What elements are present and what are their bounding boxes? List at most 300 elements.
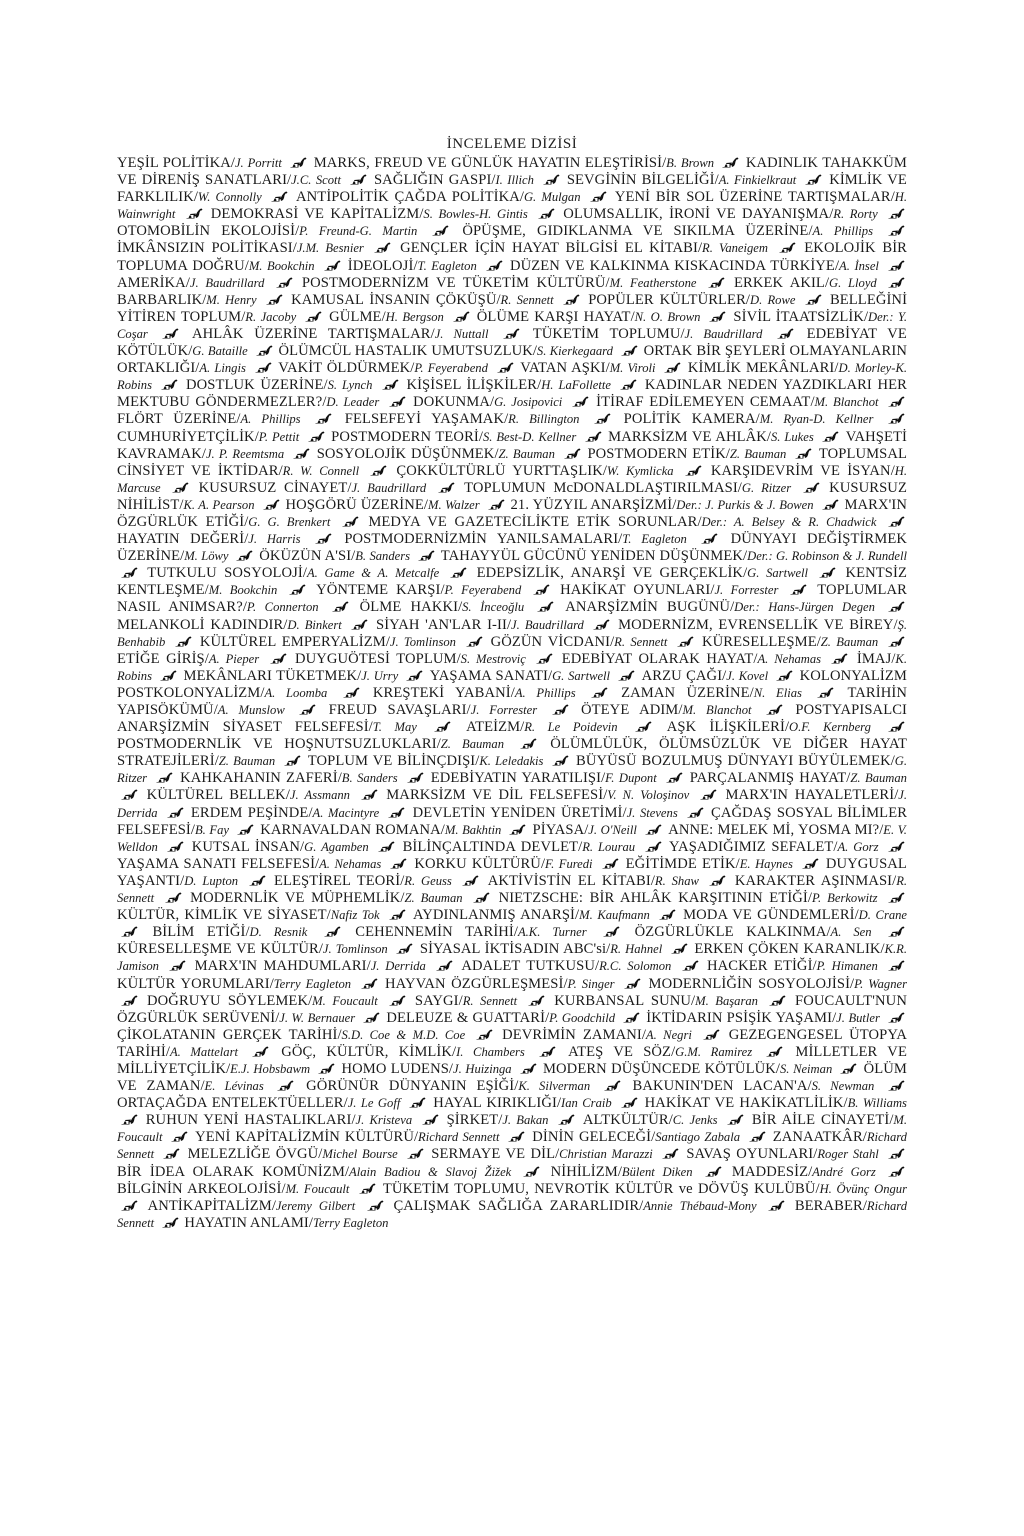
book-title: SERMAYE VE DİL: [431, 1146, 556, 1163]
book-author: M. Bakhtin: [444, 822, 502, 837]
book-author: E. Lévinas: [204, 1079, 264, 1094]
book-author: G. Josipovici: [494, 395, 563, 410]
book-title: HAYAL KIRIKLIĞI: [433, 1095, 557, 1112]
book-entry: POSTYAPISALCI ANARŞİZMİN SİYASET FELSEFESİ/T. May: [117, 702, 907, 736]
book-entry: DEVRİMİN ZAMANI/A. Negri: [502, 1026, 692, 1043]
dinosaur-icon: [160, 670, 177, 681]
book-title: GÖRÜNÜR DÜNYANIN EŞİĞİ: [306, 1078, 515, 1095]
book-entry: ETİĞE GİRİŞ/A. Pieper: [117, 650, 260, 667]
book-author: J. Harris: [248, 532, 301, 547]
book-entry: AMERİKA/J. Baudrillard: [117, 274, 265, 291]
book-author: M. Löwy: [184, 549, 229, 564]
dinosaur-icon: [167, 807, 184, 818]
book-title: DEVLETİN YENİDEN ÜRETİMİ: [412, 804, 623, 821]
dinosaur-icon: [662, 1148, 679, 1159]
book-entry: ÇOKKÜLTÜRLÜ YURTTAŞLIK/W. Kymlicka: [396, 462, 674, 479]
book-entry: KADINLAR NEDEN YAZDIKLARI HER MEKTUBU GÖNDERMEZLER?/D. Leader: [117, 377, 907, 411]
book-entry: DUYGUSAL YAŞANTI/D. Lupton: [117, 855, 907, 889]
book-entry: YEŞİL POLİTİKA/J. Porritt: [117, 155, 282, 171]
book-entry: KÜLTÜR YORUMLARI/Terry Eagleton: [117, 975, 352, 992]
dinosaur-icon: [538, 208, 555, 219]
book-author: J. P. Reemtsma: [205, 446, 285, 461]
book-entry: MODERNLİK VE MÜPHEMLİK/Z. Bauman: [190, 890, 463, 907]
book-author: R. Le Poidevin: [524, 720, 618, 735]
dinosaur-icon: [450, 567, 467, 578]
book-author: J. Bakan: [502, 1113, 549, 1128]
book-author: J. W. Bernauer: [279, 1010, 356, 1025]
book-title: ANARŞİZMİN BUGÜNÜ: [565, 599, 731, 616]
dinosaur-icon: [249, 875, 266, 886]
book-title: BELLEĞİNİ YİTİREN TOPLUM: [117, 291, 907, 325]
book-entry: OLUMSALLIK, İRONİ VE DAYANIŞMA/R. Rorty: [563, 206, 878, 223]
book-author: G. Mulgan: [523, 190, 581, 205]
book-entry: ARZU ÇAĞI/J. Kovel: [641, 667, 769, 684]
dinosaur-icon: [795, 448, 812, 459]
book-author: P. Goodchild: [549, 1010, 616, 1025]
book-title: AKTİVİSTİN EL KİTABI: [487, 872, 651, 889]
book-title: KÜLTÜREL BELLEK: [146, 787, 286, 804]
dinosaur-icon: [476, 1029, 493, 1040]
dinosaur-icon: [564, 448, 581, 459]
book-title: KUTSAL İNSAN: [191, 838, 301, 855]
dinosaur-icon: [722, 157, 739, 168]
book-entry: ÖTEYE ADIM/M. Blanchot: [581, 702, 752, 718]
book-title: ATEŞ VE SÖZ: [568, 1043, 672, 1060]
book-author: K.R. Jamison: [117, 942, 907, 974]
book-entry: KÜRESELLEŞME VE KÜLTÜR/J. Tomlinson: [117, 941, 388, 958]
book-title: HACKER ETİĞİ: [706, 958, 813, 975]
book-author: J. Urry: [361, 668, 399, 683]
series-title: İNCELEME DİZİSİ: [446, 136, 578, 152]
book-entry: PİYASA/J. O'Neill: [532, 821, 637, 838]
book-entry: MARKSİZM VE AHLÂK/S. Lukes: [608, 428, 814, 445]
dinosaur-icon: [121, 995, 138, 1006]
dinosaur-icon: [817, 687, 834, 698]
book-title: TÜKETİM TOPLUMU: [532, 325, 681, 342]
dinosaur-icon: [594, 413, 611, 424]
dinosaur-icon: [418, 550, 435, 561]
book-title: SİYASAL İKTİSADIN ABC'si: [419, 941, 607, 958]
book-entry: ZANAATKÂR/Richard Sennett: [117, 1129, 907, 1162]
book-author: M. Foucault: [285, 1181, 350, 1196]
book-entry: HAKİKAT VE HAKİKATLİLİK/B. Williams: [644, 1095, 907, 1112]
dinosaur-icon: [299, 704, 316, 715]
book-entry: ÇALIŞMAK SAĞLIĞA ZARARLIDIR/Annie Thébaud-Mony: [393, 1197, 757, 1214]
book-entry: İMKÂNSIZIN POLİTİKASI/J.M. Besnier: [117, 240, 364, 257]
book-author: M. Foucault: [117, 1113, 907, 1145]
book-entry: İTİRAF EDİLEMEYEN CEMAAT/M. Blanchot: [596, 394, 879, 411]
book-author: A. Pieper: [208, 651, 260, 666]
book-title: VATAN AŞKI: [520, 360, 606, 377]
book-entry: MARKS, FREUD VE GÜNLÜK HAYATIN ELEŞTİRİSİ/B. Brown: [313, 155, 715, 171]
dinosaur-icon: [121, 1114, 138, 1125]
dinosaur-icon: [563, 294, 580, 305]
book-author: A. Macintyre: [312, 805, 380, 820]
book-entry: GÜLME/H. Bergson: [329, 308, 444, 325]
book-entry: HACKER ETİĞİ/P. Himanen: [706, 958, 878, 975]
book-title: ÇİKOLATANIN GERÇEK TARİHİ: [117, 1026, 338, 1043]
dinosaur-icon: [666, 772, 683, 783]
book-title: DOSTLUK ÜZERİNE: [185, 377, 324, 394]
book-author: Der.: Hans-Jürgen Degen: [734, 600, 875, 615]
book-title: İMAJ: [856, 650, 892, 667]
dinosaur-icon: [324, 260, 341, 271]
dinosaur-icon: [453, 311, 470, 322]
book-title: ELEŞTİREL TEORİ: [273, 872, 401, 889]
book-entry: KİMLİK MEKÂNLARI/D. Morley-K. Robins: [117, 360, 907, 393]
dinosaur-icon: [703, 1029, 720, 1040]
book-title: YEŞİL POLİTİKA: [117, 155, 231, 171]
series-book-list: [117, 155, 907, 1415]
book-title: TAHAYYÜL GÜCÜNÜ YENİDEN DÜŞÜNMEK: [440, 548, 744, 565]
dinosaur-icon: [186, 208, 203, 219]
dinosaur-icon: [805, 174, 822, 185]
book-title: ÖKÜZÜN A'SI: [259, 548, 352, 565]
book-author: Z. Bauman: [850, 771, 907, 786]
dinosaur-icon: [585, 431, 602, 442]
book-author: A. Game & A. Metcalfe: [306, 566, 440, 581]
dinosaur-icon: [271, 191, 288, 202]
book-title: YENİ BİR SOL ÜZERİNE TARTIŞMALAR: [614, 189, 891, 206]
book-entry: BAKUNIN'DEN LACAN'A/S. Newman: [632, 1078, 875, 1095]
book-author: G. Lloyd: [829, 275, 877, 290]
book-author: Jeremy Gilbert: [275, 1198, 356, 1213]
book-author: M. Başaran: [695, 993, 758, 1008]
book-author: Z. Bauman: [404, 891, 463, 906]
book-author: A. Phillips: [514, 685, 576, 700]
book-entry: SERMAYE VE DİL/Christian Marazzi: [431, 1146, 653, 1163]
book-author: J. Huizinga: [452, 1061, 512, 1076]
dinosaur-icon: [256, 345, 273, 356]
book-entry: TÜKETİM TOPLUMU/J. Baudrillard: [532, 325, 763, 342]
book-entry: ÖKÜZÜN A'SI/B. Sanders: [259, 548, 411, 565]
book-entry: BİR AİLE CİNAYETİ/M. Foucault: [117, 1112, 907, 1145]
book-title: TOPLUMUN McDONALDLAŞTIRILMASI: [464, 479, 738, 496]
book-entry: ANNE: MELEK Mİ, YOSMA MI?/E. V. Welldon: [117, 821, 907, 854]
book-title: GÖZÜN VİCDANI: [490, 633, 611, 650]
book-title: MARKS, FREUD VE GÜNLÜK HAYATIN ELEŞTİRİSİ: [313, 155, 663, 171]
book-title: BİR İDEA OLARAK KOMÜNİZM: [117, 1163, 345, 1180]
dinosaur-icon: [822, 431, 839, 442]
dinosaur-icon: [888, 208, 905, 219]
book-author: K. Silverman: [518, 1079, 591, 1094]
book-title: OLUMSALLIK, İRONİ VE DAYANIŞMA: [563, 206, 830, 223]
book-entry: HAYVAN ÖZGÜRLEŞMESİ/P. Singer: [385, 975, 615, 992]
book-title: HAYVAN ÖZGÜRLEŞMESİ: [385, 975, 564, 992]
book-title: MARKSİZM VE AHLÂK: [608, 428, 767, 445]
book-author: R. Sennett: [462, 993, 518, 1008]
book-author: G. Sartwell: [552, 668, 611, 683]
book-author: I. Chambers: [456, 1044, 525, 1059]
dinosaur-icon: [523, 1166, 540, 1177]
dinosaur-icon: [407, 772, 424, 783]
book-author: K. A. Pearson: [183, 497, 255, 512]
dinosaur-icon: [473, 892, 490, 903]
dinosaur-icon: [172, 482, 189, 493]
book-entry: EDEPSİZLİK, ANARŞİ VE GERÇEKLİK/G. Sartwell: [476, 565, 809, 582]
book-title: YAŞAMA SANATI FELSEFESİ: [117, 855, 316, 872]
dinosaur-icon: [645, 824, 662, 835]
book-author: J. Baudrillard: [189, 275, 265, 290]
book-author: J. Tomlinson: [322, 942, 388, 957]
book-entry: ORTAÇAĞDA ENTELEKTÜELLER/J. Le Goff: [117, 1095, 401, 1112]
book-title: MODERNLİĞİN SOSYOLOJİSİ: [648, 975, 851, 992]
book-title: KÜLTÜR, KİMLİK VE SİYASET: [117, 907, 327, 924]
book-entry: KORKU KÜLTÜRÜ/F. Furedi: [414, 855, 593, 872]
book-title: DOĞRUYU SÖYLEMEK: [147, 992, 309, 1009]
book-author: S. Neiman: [779, 1061, 833, 1076]
book-author: I. Illich: [495, 173, 534, 188]
book-title: TÜKETİM TOPLUMU, NEVROTİK KÜLTÜR ve DÖVÜŞ KULÜBÜ: [382, 1180, 816, 1197]
book-author: J. Stevens: [626, 805, 678, 820]
book-author: Terry Eagleton: [312, 1215, 389, 1230]
book-title: GEZEGENGESEL ÜTOPYA TARİHİ: [117, 1026, 907, 1060]
book-author: A. Gorz: [837, 839, 879, 854]
book-author: H. Övünç Ongur: [819, 1181, 907, 1196]
book-author: F. Dupont: [605, 771, 657, 786]
dinosaur-icon: [520, 738, 537, 749]
dinosaur-icon: [486, 260, 503, 271]
dinosaur-icon: [621, 1097, 638, 1108]
book-author: Annie Thébaud-Mony: [643, 1198, 757, 1213]
dinosaur-icon: [308, 431, 325, 442]
book-entry: KARAKTER AŞINMASI/R. Sennett: [117, 872, 907, 906]
book-entry: OTOMOBİLİN EKOLOJİSİ/P. Freund-G. Martin: [117, 223, 418, 240]
book-author: G. Bataille: [192, 344, 248, 359]
book-entry: NIETZSCHE: BİR AHLÂK KARŞITININ ETİĞİ/P. Berkowitz: [498, 890, 878, 907]
book-entry: YENİ BİR SOL ÜZERİNE TARTIŞMALAR/H. Wainwright: [117, 189, 907, 222]
book-title: ÖTEYE ADIM: [581, 702, 679, 718]
dinosaur-icon: [236, 550, 253, 561]
book-title: EDEBİYATIN YARATILIŞI: [430, 770, 602, 787]
book-entry: İDEOLOJİ/T. Eagleton: [347, 257, 477, 274]
book-author: Z. Bauman: [498, 446, 555, 461]
book-author: A. Mattelart: [169, 1044, 238, 1059]
book-author: H. Wainwright: [117, 190, 907, 222]
book-author: R. Hahnel: [610, 942, 663, 957]
book-author: P. Connerton: [246, 600, 319, 615]
book-entry: KAHKAHANIN ZAFERİ/B. Sanders: [180, 770, 398, 787]
book-title: BARBARLIK: [117, 291, 203, 308]
book-entry: KARŞIDEVRİM VE İSYAN/H. Marcuse: [117, 462, 907, 495]
dinosaur-icon: [552, 704, 569, 715]
book-author: A. Loomba: [264, 685, 328, 700]
book-entry: BARBARLIK/M. Henry: [117, 291, 257, 308]
dinosaur-icon: [888, 721, 905, 732]
book-author: P. Feyerabend: [414, 361, 488, 376]
dinosaur-icon: [687, 807, 704, 818]
dinosaur-icon: [266, 294, 283, 305]
book-title: BİLGİNİN ARKEOLOJİSİ: [117, 1180, 282, 1197]
book-author: Terry Eagleton: [273, 976, 352, 991]
book-title: VAHŞETİ KAVRAMAK: [117, 428, 907, 462]
book-author: M. Blanchot: [814, 395, 879, 410]
book-entry: GÖRÜNÜR DÜNYANIN EŞİĞİ/K. Silverman: [306, 1078, 591, 1095]
book-author: R. Shaw: [654, 873, 699, 888]
book-entry: GÖÇ, KÜLTÜR, KİMLİK/I. Chambers: [281, 1043, 525, 1060]
dinosaur-icon: [161, 379, 178, 390]
book-author: S. Newman: [811, 1079, 875, 1094]
book-author: M. Viroli: [609, 361, 656, 376]
book-title: DİNİN GELECEĞİ: [532, 1129, 652, 1146]
book-title: EDEBİYAT OLARAK HAYAT: [561, 650, 754, 667]
dinosaur-icon: [121, 1200, 138, 1211]
book-title: FREUD SAVAŞLARI: [328, 702, 467, 718]
book-author: K. Leledakis: [479, 754, 544, 769]
dinosaur-icon: [389, 909, 406, 920]
book-author: M. Kaufmann: [579, 908, 650, 923]
dinosaur-icon: [888, 841, 905, 852]
book-title: SAVAŞ OYUNLARI: [686, 1146, 814, 1163]
dinosaur-icon: [163, 1148, 180, 1159]
book-title: KAHKAHANIN ZAFERİ: [180, 770, 338, 787]
book-author: H. LaFollette: [541, 378, 611, 393]
book-title: BERABER: [794, 1197, 863, 1214]
book-author: G. Sartwell: [747, 566, 809, 581]
dinosaur-icon: [700, 789, 717, 800]
dinosaur-icon: [623, 1012, 640, 1023]
book-title: MARX'IN HAYALETLERİ: [725, 787, 895, 804]
book-author: A. İnsel: [839, 258, 879, 273]
book-author: R. W. Connell: [282, 463, 360, 478]
book-entry: POLİTİK KAMERA/M. Ryan-D. Kellner: [623, 411, 874, 428]
book-entry: GENÇLER İÇİN HAYAT BİLGİSİ EL KİTABI/R. Vaneigem: [400, 240, 768, 257]
dinosaur-icon: [237, 824, 254, 835]
dinosaur-icon: [255, 362, 272, 373]
dinosaur-icon: [508, 1131, 525, 1142]
book-entry: KÜLTÜREL EMPERYALİZM/J. Tomlinson: [199, 633, 456, 650]
book-entry: YAŞADIĞIMIZ SEFALET/A. Gorz: [669, 838, 879, 855]
dinosaur-icon: [350, 174, 367, 185]
book-author: M. Foucault: [312, 993, 378, 1008]
book-title: FLÖRT ÜZERİNE: [117, 411, 237, 428]
book-author: J. O'Neill: [588, 822, 637, 837]
book-title: POPÜLER KÜLTÜRLER: [588, 291, 746, 308]
dinosaur-icon: [318, 1063, 335, 1074]
book-title: HAYATIN DEĞERİ: [117, 531, 245, 548]
dinosaur-icon: [888, 260, 905, 271]
dinosaur-icon: [591, 687, 608, 698]
book-author: Ş. Benhabib: [117, 617, 907, 649]
dinosaur-icon: [528, 995, 545, 1006]
book-entry: YAŞAMA SANATI FELSEFESİ/A. Nehamas: [117, 855, 382, 872]
dinosaur-icon: [682, 960, 699, 971]
book-entry: KÜLTÜREL BELLEK/J. Assmann: [146, 787, 350, 804]
dinosaur-icon: [624, 978, 641, 989]
book-entry: VAHŞETİ KAVRAMAK/J. P. Reemtsma: [117, 428, 907, 462]
book-entry: BERABER/Richard Sennett: [117, 1197, 907, 1230]
book-entry: ANTİPOLİTİK ÇAĞDA POLİTİKA/G. Mulgan: [296, 189, 581, 206]
book-title: ERKEK AKIL: [734, 274, 825, 291]
book-entry: FREUD SAVAŞLARI/J. Forrester: [328, 702, 538, 718]
book-title: MODERN DÜŞÜNCEDE KÖTÜLÜK: [542, 1060, 776, 1077]
book-title: DELEUZE & GUATTARİ: [386, 1009, 546, 1026]
book-title: MODA VE GÜNDEMLERİ: [683, 907, 855, 924]
dinosaur-icon: [603, 926, 620, 937]
book-author: M. Featherstone: [609, 275, 697, 290]
book-author: Richard Sennett: [117, 1198, 907, 1230]
dinosaur-icon: [543, 174, 560, 185]
book-title: NIETZSCHE: BİR AHLÂK KARŞITININ ETİĞİ: [498, 890, 808, 907]
book-author: J. Kovel: [726, 668, 769, 683]
book-author: J. Assmann: [289, 788, 350, 803]
book-author: S. Kierkegaard: [536, 344, 613, 359]
book-entry: BÜYÜSÜ BOZULMUŞ DÜNYAYI BÜYÜLEMEK/G. Ritzer: [117, 753, 907, 786]
dinosaur-icon: [270, 653, 287, 664]
book-entry: BELLEĞİNİ YİTİREN TOPLUM/R. Jacoby: [117, 291, 907, 325]
dinosaur-icon: [332, 601, 349, 612]
book-author: K. Robins: [117, 651, 907, 683]
book-title: KARAKTER AŞINMASI: [734, 872, 893, 889]
dinosaur-icon: [558, 1114, 575, 1125]
book-title: FELSEFEYİ YAŞAMAK: [344, 411, 505, 428]
dinosaur-icon: [162, 328, 179, 339]
book-author: B. Sanders: [355, 549, 411, 564]
book-author: E. Haynes: [739, 856, 793, 871]
book-author: M. Blanchot: [682, 703, 752, 717]
book-entry: DİNİN GELECEĞİ/Santiago Zabala: [532, 1129, 741, 1146]
book-author: P. Freund-G. Martin: [299, 224, 418, 239]
book-title: KADINLIK TAHAKKÜM VE DİRENİŞ SANATLARI: [117, 155, 907, 189]
book-title: RUHUN YENİ HASTALIKLARI: [145, 1112, 352, 1129]
book-entry: YENİ KAPİTALİZMİN KÜLTÜRÜ/Richard Sennett: [195, 1129, 500, 1146]
dinosaur-icon: [171, 1131, 188, 1142]
dinosaur-icon: [324, 926, 341, 937]
book-title: KAMUSAL İNSANIN ÇÖKÜŞÜ: [291, 291, 497, 308]
book-title: POSTMODERNİZM VE TÜKETİM KÜLTÜRÜ: [301, 274, 606, 291]
book-author: Der.: G. Robinson & J. Rundell: [747, 549, 907, 564]
dinosaur-icon: [388, 807, 405, 818]
book-entry: ERKEK AKIL/G. Lloyd: [734, 274, 877, 291]
book-title: KURBANSAL SUNU: [554, 992, 692, 1009]
book-author: André Gorz: [812, 1164, 876, 1179]
book-title: EĞİTİMDE ETİK: [625, 855, 736, 872]
book-entry: ÇAĞDAŞ SOSYAL BİLİMLER FELSEFESİ/B. Fay: [117, 804, 907, 838]
book-author: W. Kymlicka: [606, 463, 674, 478]
book-author: J. Tomlinson: [389, 634, 456, 649]
book-title: MELEZLİĞE ÖVGÜ: [187, 1146, 319, 1163]
book-title: ORTAÇAĞDA ENTELEKTÜELLER: [117, 1095, 344, 1112]
dinosaur-icon: [685, 465, 702, 476]
book-entry: MADDESİZ/André Gorz: [731, 1163, 876, 1180]
book-title: BÜYÜSÜ BOZULMUŞ DÜNYAYI BÜYÜLEMEK: [576, 753, 891, 770]
book-author: P. Himanen: [816, 959, 878, 974]
book-title: POSTMODERN ETİK: [587, 445, 726, 462]
book-title: MİLLETLER VE MİLLİYETÇİLİK: [117, 1043, 907, 1077]
book-entry: HOMO LUDENS/J. Huizinga: [341, 1060, 512, 1077]
book-title: YÖNTEME KARŞI: [316, 582, 441, 599]
book-author: J. Baudrillard: [684, 326, 763, 341]
book-author: M. Henry: [206, 292, 257, 307]
dinosaur-icon: [888, 396, 905, 407]
book-entry: KİŞİSEL İLİŞKİLER/H. LaFollette: [406, 377, 611, 394]
dinosaur-icon: [604, 1080, 621, 1091]
dinosaur-icon: [708, 277, 725, 288]
book-title: İTİRAF EDİLEMEYEN CEMAAT: [596, 394, 811, 411]
book-title: SAYGI: [414, 992, 459, 1009]
dinosaur-icon: [407, 1148, 424, 1159]
book-title: KİMLİK MEKÂNLARI: [687, 360, 835, 377]
book-entry: BİLGİNİN ARKEOLOJİSİ/M. Foucault: [117, 1180, 350, 1197]
dinosaur-icon: [888, 277, 905, 288]
book-author: J. Baudrillard: [351, 480, 427, 495]
book-title: EKOLOJİK BİR TOPLUMA DOĞRU: [117, 240, 907, 274]
dinosaur-icon: [888, 960, 905, 971]
book-author: M. Ryan-D. Kellner: [759, 412, 874, 427]
dinosaur-icon: [390, 858, 407, 869]
dinosaur-icon: [664, 362, 681, 373]
book-author: B. Brown: [666, 156, 715, 170]
